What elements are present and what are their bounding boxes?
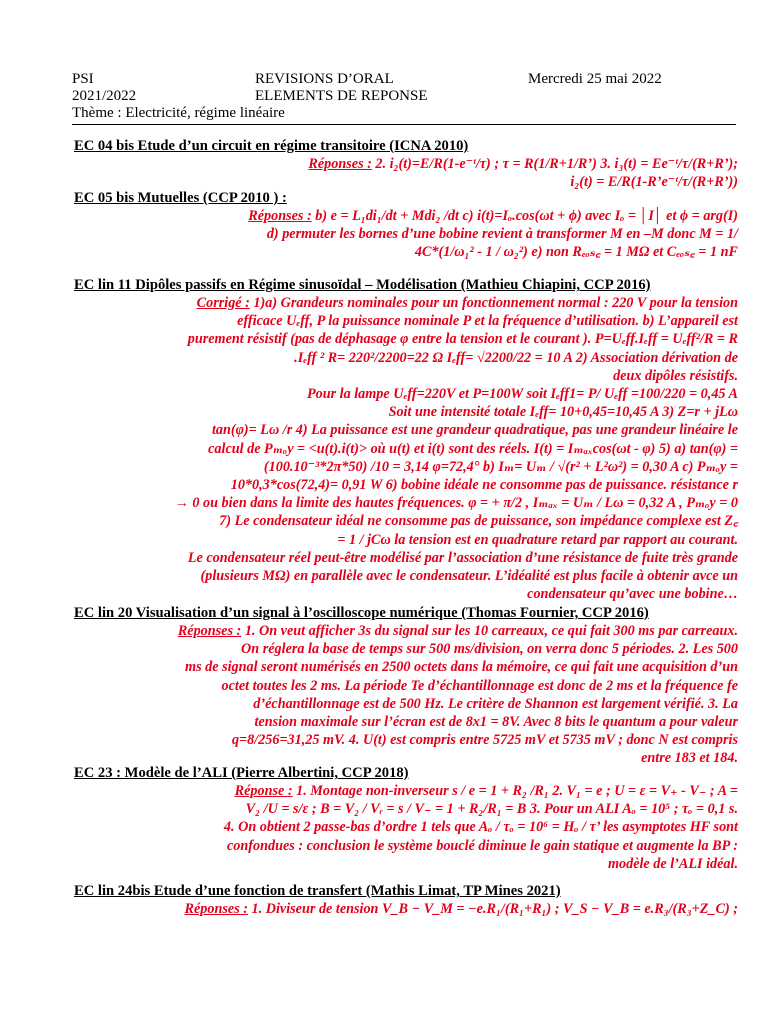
section-title: EC lin 11 Dipôles passifs en Régime sinusoïdal – Modélisation (Mathieu Chiapini, CCP 2016) (74, 277, 651, 293)
section-title: EC lin 20 Visualisation d’un signal à l’oscilloscope numérique (Thomas Fournier, CCP 2016) (74, 605, 649, 621)
answer-text: 1. Diviseur de tension V_B − V_M = −e.R₁/(R₁+R₁) ; V_S − V_B = e.R₃/(R₃+Z_C) ; (248, 901, 738, 917)
answer-text: 1. Montage non-inverseur s / e = 1 + R₂ /R₁ 2. V₁ = e ; U = ε = V₊ - V₋ ; A = (292, 783, 738, 799)
answer-line (74, 900, 738, 918)
answer-line: q=8/256=31,25 mV. 4. U(t) est compris entre 5725 mV et 5735 mV ; donc N est compris (231, 732, 738, 749)
answer-line: V₂ /U = s/ε ; B = V₂ / Vᵣ = s / V₋ = 1 + R₂/R₁ = B 3. Pour un ALI Aₒ = 10⁵ ; τₒ = 0,1 s. (245, 801, 738, 818)
answer-line: d’échantillonnage est de 500 Hz. Le critère de Shannon est largement vérifié. 3. La (253, 695, 738, 712)
answer-line (74, 622, 738, 640)
answer-line: Le condensateur réel peut-être modélisé par l’association d’une résistance de fuite très grande (187, 549, 738, 566)
answer-line: 4C*(1/ω₁² - 1 / ω₂²) e) non Rₑₒₛ꜀ = 1 MΩ et Cₑₒₛ꜀ = 1 nF (414, 244, 738, 261)
answer-line: deux dipôles résistifs. (613, 367, 738, 384)
section-eclin24bis (74, 882, 738, 918)
answer-line: 4. On obtient 2 passe-bas d’ordre 1 tels que Aₒ / τₒ = 10⁶ = Hₒ / τ’ les asymptotes HF sont (223, 819, 738, 836)
answer-lead: Réponses : (308, 156, 372, 172)
answer-line: d) permuter les bornes d’une bobine revient à transformer M en –M donc M = 1/ (266, 226, 738, 243)
header-left-line-1: PSI (72, 71, 94, 87)
section-title: EC 04 bis Etude d’un circuit en régime transitoire (ICNA 2010) (74, 138, 469, 154)
answer-line: 7) Le condensateur idéal ne consomme pas de puissance, son impédance complexe est Z꜀ (219, 513, 738, 530)
answer-line: condensateur qu’avec une bobine… (527, 586, 738, 603)
header-center-line-1: REVISIONS D’ORAL (255, 71, 394, 87)
answer-line: i₂(t) = E/R(1-R’e⁻ᵗ/τ/(R+R’)) (570, 174, 738, 191)
section-ec05 (74, 189, 738, 262)
answer-line (74, 294, 738, 312)
section-title: EC lin 24bis Etude d’une fonction de transfert (Mathis Limat, TP Mines 2021) (74, 883, 561, 899)
answer-line: = 1 / jCω la tension est en quadrature retard par rapport au courant. (337, 531, 738, 548)
section-title: EC 05 bis Mutuelles (CCP 2010 ) : (74, 190, 287, 206)
answer-line: On réglera la base de temps sur 500 ms/division, on verra donc 5 périodes. 2. Les 500 (241, 641, 738, 658)
answer-lead: Réponses : (184, 901, 248, 917)
header-left-line-2: 2021/2022 (72, 88, 137, 104)
answer-line: confondues : conclusion le système bouclé diminue le gain statique et augmente la BP : (226, 837, 738, 854)
answer-line (74, 207, 738, 225)
answer-lead: Réponses : (177, 623, 242, 639)
answer-line: → 0 ou bien dans la limite des hautes fréquences. φ = + π/2 , Iₘₐₓ = Uₘ / Lω = 0,32 A , Pₘₒy = 0 (174, 495, 738, 512)
answer-line (74, 782, 738, 800)
answer-line: purement résistif (pas de déphasage φ entre la tension et le courant ). P=Uₑff.Iₑff = Uₑff²/R = R (187, 331, 738, 348)
section-eclin20 (74, 604, 738, 768)
header-rule (72, 124, 736, 125)
answer-text: 2. i₂(t)=E/R(1-e⁻ᵗ/τ) ; τ = R(1/R+1/R’) 3. i₃(t) = Ee⁻ᵗ/τ/(R+R’); (371, 156, 738, 172)
header-center-line-2: ELEMENTS DE REPONSE (255, 88, 428, 104)
section-ec23 (74, 764, 738, 873)
answer-line (74, 155, 738, 173)
answer-line: entre 183 et 184. (641, 750, 738, 767)
answer-line: .Iₑff ² R= 220²/2200=22 Ω Iₑff= √2200/22 = 10 A 2) Association dérivation de (294, 349, 738, 366)
section-ec04 (74, 137, 738, 191)
answer-text: b) e = L₁di₁/dt + Mdi₂ /dt c) i(t)=Iₒ.cos(ωt + ϕ) avec Iₒ = │I│ et ϕ = arg(I) (311, 208, 738, 224)
header-theme: Thème : Electricité, régime linéaire (72, 105, 285, 121)
answer-line: ms de signal seront numérisés en 2500 octets dans la mémoire, ce qui fait une acquisition d’un (185, 659, 738, 676)
section-eclin11 (74, 276, 738, 603)
answer-line: Pour la lampe Uₑff=220V et P=100W soit Iₑff1= P/ Uₑff =100/220 = 0,45 A (306, 386, 738, 403)
answer-line: (plusieurs MΩ) en parallèle avec le condensateur. L’idéalité est plus facile à obtenir avce un (200, 568, 738, 585)
header-date: Mercredi 25 mai 2022 (528, 71, 662, 87)
answer-text: 1)a) Grandeurs nominales pour un fonctionnement normal : 220 V pour la tension (249, 295, 738, 311)
answer-line: calcul de Pₘₒy = <u(t).i(t)> où u(t) et i(t) sont des réels. I(t) = Iₘₐₓcos(ωt - φ) 5) a) tan(φ) = (208, 440, 738, 457)
answer-lead: Corrigé : (196, 295, 250, 311)
answer-line: (100.10⁻³*2π*50) /10 = 3,14 φ=72,4° b) Iₘ= Uₘ / √(r² + L²ω²) = 0,30 A c) Pₘₒy = (263, 458, 738, 475)
answer-line: modèle de l’ALI idéal. (607, 855, 738, 872)
answer-lead: Réponses : (248, 208, 312, 224)
answer-lead: Réponse : (234, 783, 293, 799)
answer-line: tan(φ)= Lω /r 4) La puissance est une grandeur quadratique, pas une grandeur linéaire le (211, 422, 738, 439)
answer-line: Soit une intensité totale Iₑff= 10+0,45=10,45 A 3) Z=r + jLω (388, 404, 738, 421)
answer-line: tension maximale sur l’écran est de 8x1 = 8V. Avec 8 bits le quantum a pour valeur (254, 714, 738, 731)
answer-line: octet toutes les 2 ms. La période Te d’échantillonnage est donc de 2 ms et la fréquence fe (221, 677, 738, 694)
answer-line: 10*0,3*cos(72,4)= 0,91 W 6) bobine idéale ne consomme pas de puissance. résistance r (230, 477, 738, 494)
answer-text: 1. On veut afficher 3s du signal sur les 10 carreaux, ce qui fait 300 ms par carreaux. (241, 623, 738, 639)
answer-line: efficace Uₑff, P la puissance nominale P et la fréquence d’utilisation. b) L’appareil est (237, 313, 738, 330)
section-title: EC 23 : Modèle de l’ALI (Pierre Albertini, CCP 2018) (74, 765, 409, 781)
